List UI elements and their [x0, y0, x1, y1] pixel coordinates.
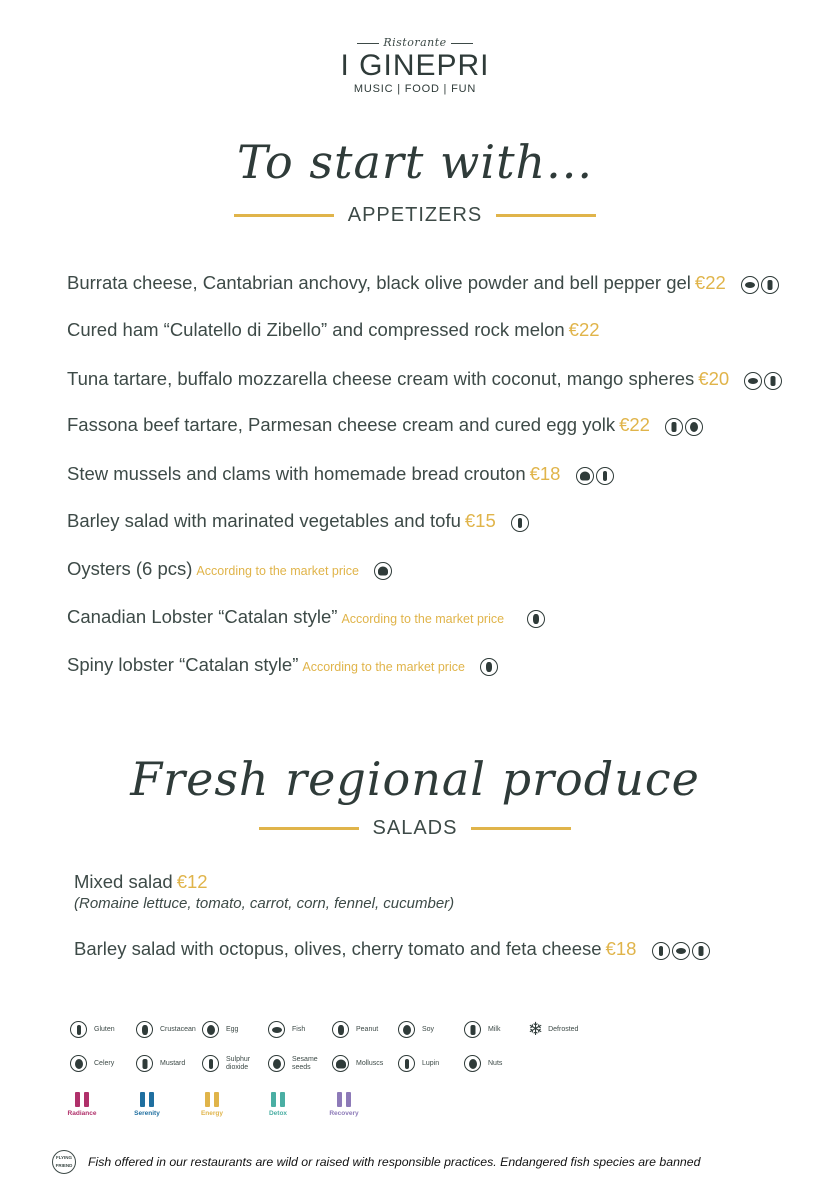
item-price: €18: [605, 938, 637, 959]
wellbeing-recovery: Recovery: [314, 1092, 374, 1117]
item-price: €22: [619, 414, 650, 435]
restaurant-logo: [0, 36, 830, 95]
item-name: Oysters (6 pcs): [67, 558, 193, 579]
gluten-icon: [652, 942, 670, 960]
bars-icon: [270, 1092, 286, 1107]
bars-icon: [336, 1092, 352, 1107]
item-price: €18: [529, 463, 561, 484]
molluscs-icon: [374, 562, 392, 580]
legend-mustard: Mustard: [136, 1055, 185, 1072]
milk-icon: [665, 418, 683, 436]
legend-nuts: Nuts: [464, 1055, 502, 1072]
wellbeing-energy: Energy: [182, 1092, 242, 1117]
legend-celery: Celery: [70, 1055, 114, 1072]
legend-fish: Fish: [268, 1021, 305, 1038]
item-name: Cured ham “Culatello di Zibello” and compressed rock melon: [67, 319, 565, 340]
bars-icon: [204, 1092, 220, 1107]
item-price: €22: [694, 272, 726, 293]
legend-soy: Soy: [398, 1021, 434, 1038]
snowflake-icon: ❄: [528, 1019, 544, 1039]
menu-item: [74, 938, 712, 961]
fish-icon: [268, 1021, 285, 1038]
bars-icon: [139, 1092, 155, 1107]
logo-name: I GINEPRI: [340, 49, 490, 82]
legend-milk: Milk: [464, 1021, 500, 1038]
wellbeing-detox: Detox: [248, 1092, 308, 1117]
menu-item: [67, 463, 616, 486]
fish-icon: [744, 372, 762, 390]
section-label: APPETIZERS: [347, 204, 483, 226]
item-name: Canadian Lobster “Catalan style”: [67, 606, 338, 627]
fish-icon: [741, 276, 759, 294]
peanut-icon: [332, 1021, 349, 1038]
section-label: SALADS: [372, 817, 458, 839]
item-name: Burrata cheese, Cantabrian anchovy, black olive powder and bell pepper gel: [67, 272, 691, 293]
menu-item: [67, 414, 705, 437]
logo-top-text: Ristorante: [383, 36, 447, 49]
menu-item: [67, 654, 500, 677]
mustard-icon: [136, 1055, 153, 1072]
molluscs-icon: [576, 467, 594, 485]
menu-item: [67, 272, 781, 295]
legend-sulphur: Sulphur dioxide: [202, 1055, 256, 1072]
menu-item: [74, 871, 208, 893]
legend-peanut: Peanut: [332, 1021, 378, 1038]
sustainability-note: Fish offered in our restaurants are wild or raised with responsible practices. Endangered fish species are banned: [88, 1155, 701, 1169]
item-price: €15: [464, 510, 496, 531]
menu-item: [67, 319, 600, 341]
egg-icon: [202, 1021, 219, 1038]
item-price: According to the market price: [196, 564, 359, 578]
appetizers-script-title: To start with...: [236, 135, 594, 189]
gluten-icon: [70, 1021, 87, 1038]
gluten-icon: [596, 467, 614, 485]
gluten-icon: [511, 514, 529, 532]
flying-friend-logo: FLYING FRIEND: [52, 1150, 76, 1174]
appetizers-heading: [0, 204, 830, 227]
legend-molluscs: Molluscs: [332, 1055, 383, 1072]
item-name: Tuna tartare, buffalo mozzarella cheese cream with coconut, mango spheres: [67, 368, 695, 389]
item-price: According to the market price: [302, 660, 465, 674]
crustacean-icon: [136, 1021, 153, 1038]
bars-icon: [74, 1092, 90, 1107]
divider-line: [496, 214, 596, 217]
item-price: €20: [698, 368, 730, 389]
milk-icon: [464, 1021, 481, 1038]
sesame-icon: [268, 1055, 285, 1072]
footer: [52, 1150, 772, 1174]
menu-item: [67, 368, 784, 391]
milk-icon: [761, 276, 779, 294]
milk-icon: [764, 372, 782, 390]
menu-item: [67, 606, 547, 629]
item-name: Stew mussels and clams with homemade bread crouton: [67, 463, 526, 484]
legend-defrosted: ❄ Defrosted: [528, 1019, 579, 1039]
legend-gluten: Gluten: [70, 1021, 115, 1038]
legend-sesame: Sesame seeds: [268, 1055, 322, 1072]
sulphur-dioxide-icon: [202, 1055, 219, 1072]
wellbeing-serenity: Serenity: [117, 1092, 177, 1117]
legend-egg: Egg: [202, 1021, 238, 1038]
menu-item: [67, 558, 394, 581]
salads-script-title: Fresh regional produce: [130, 752, 700, 806]
item-name: Mixed salad: [74, 871, 173, 892]
legend-lupin: Lupin: [398, 1055, 439, 1072]
molluscs-icon: [332, 1055, 349, 1072]
item-name: Fassona beef tartare, Parmesan cheese cream and cured egg yolk: [67, 414, 616, 435]
item-description: (Romaine lettuce, tomato, carrot, corn, fennel, cucumber): [74, 895, 455, 912]
crustacean-icon: [480, 658, 498, 676]
item-price: €12: [176, 871, 208, 892]
milk-icon: [692, 942, 710, 960]
nuts-icon: [464, 1055, 481, 1072]
divider-line: [234, 214, 334, 217]
egg-icon: [685, 418, 703, 436]
divider-line: [471, 827, 571, 830]
divider-line: [259, 827, 359, 830]
celery-icon: [70, 1055, 87, 1072]
item-name: Barley salad with marinated vegetables and tofu: [67, 510, 461, 531]
menu-item: [67, 510, 531, 533]
legend-crustacean: Crustacean: [136, 1021, 196, 1038]
crustacean-icon: [527, 610, 545, 628]
item-price: €22: [568, 319, 600, 340]
item-name: Spiny lobster “Catalan style”: [67, 654, 299, 675]
item-price: According to the market price: [341, 612, 505, 626]
lupin-icon: [398, 1055, 415, 1072]
soy-icon: [398, 1021, 415, 1038]
fish-icon: [672, 942, 690, 960]
logo-tagline: MUSIC | FOOD | FUN: [353, 83, 477, 95]
wellbeing-radiance: Radiance: [52, 1092, 112, 1117]
item-name: Barley salad with octopus, olives, cherry tomato and feta cheese: [74, 938, 602, 959]
salads-heading: [0, 817, 830, 840]
